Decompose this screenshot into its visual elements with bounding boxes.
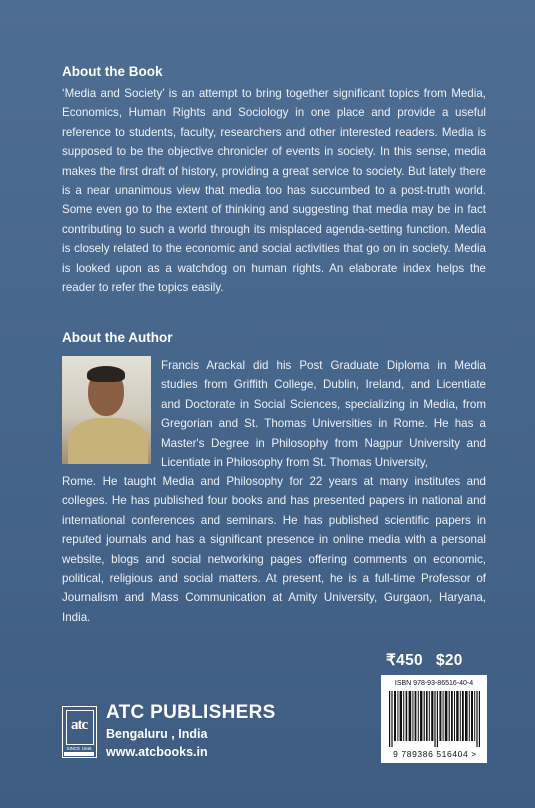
publisher-city: Bengaluru , India — [106, 727, 208, 741]
barcode-icon — [389, 691, 481, 747]
price-usd: $20 — [435, 652, 463, 669]
about-book-text: ‘Media and Society’ is an attempt to bring together significant topics from Media, Economics, Human Rights and Sociology in one place and provide a useful reference to students, faculty, researchers and other interested readers. Media is supposed to be the objective chronicler of events in society. In this sense, media makes the first draft of history, providing a great service to society. But lately there is a near unanimous view that media too has succumbed to a post-truth world. Some even go to the extent of thinking and suggesting that media may be in fact contributing to such a world through its misplaced agenda-setting function. Media is closely related to the economic and social activities that go on in society. Media is looked upon as a watchdog on human rights. An elaborate index helps the reader to refer the topics easily. — [62, 87, 486, 295]
author-photo — [62, 356, 151, 464]
about-book-heading: About the Book — [62, 64, 163, 79]
author-bio-continued: Rome. He taught Media and Philosophy for 22 years at many institutes and colleges. He has published four books and has presented papers in national and international conferences and seminars. He has published scientific papers in reputed journals and has a significant presence in online media with a personal website, blogs and social networking pages offering comments on economic, political, religious and social matters. At present, he is a full-time Professor of Journalism and Mass Communication at Amity University, Gurgaon, Haryana, India. — [62, 475, 486, 624]
logo-since-text: SINCE 1946 — [66, 746, 92, 751]
isbn-text: ISBN 978-93-86516-40-4 — [394, 680, 474, 687]
publisher-name: ATC PUBLISHERS — [106, 702, 276, 723]
publisher-website: www.atcbooks.in — [106, 745, 208, 759]
barcode-digits: 9 789386 516404 > — [393, 749, 477, 759]
logo-letters: atc — [71, 717, 88, 733]
barcode-panel — [381, 675, 487, 763]
author-bio-side: Francis Arackal did his Post Graduate Diploma in Media studies from Griffith College, Dublin, Ireland, and Licentiate and Doctorate in Social Sciences, specializing in Media, from Gregorian and St. Thomas Universities in Rome. He has a Master's Degree in Philosophy from Nagpur University and Licentiate in Philosophy from St. Thomas University, — [161, 359, 486, 470]
price-line — [386, 651, 476, 670]
about-author-heading: About the Author — [62, 330, 173, 345]
price-inr: ₹450 — [386, 652, 423, 669]
publisher-logo — [62, 706, 97, 758]
